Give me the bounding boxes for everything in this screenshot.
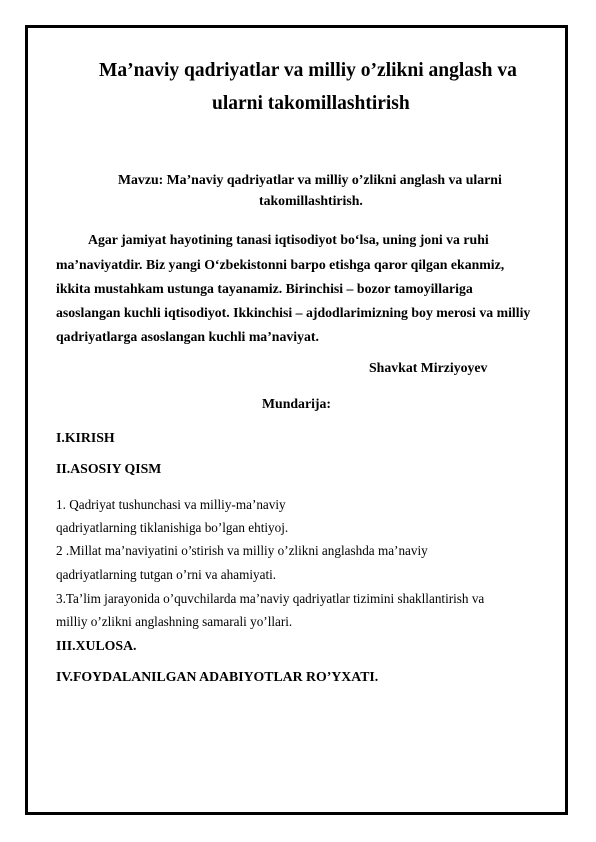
contents-references: IV.FOYDALANILGAN ADABIYOTLAR RO’YXATI. [56,669,379,684]
contents-conclusion: III.XULOSA. [56,638,137,653]
contents-item: 1. Qadriyat tushunchasi va milliy-ma’naviy [56,497,286,512]
contents-item: qadriyatlarning tiklanishiga bo’lgan ehtiyoj. [56,520,289,535]
document-title-line-1: Ma’naviy qadriyatlar va milliy o’zlikni anglash va [99,60,517,81]
document-title-line-2: ularni takomillashtirish [212,93,410,114]
page-border [25,25,568,815]
epigraph-line: Agar jamiyat hayotining tanasi iqtisodiyot bo‘lsa, uning joni va ruhi [88,232,489,247]
epigraph-author: Shavkat Mirziyoyev [369,360,488,375]
topic-line-1: Mavzu: Ma’naviy qadriyatlar va milliy o’zlikni anglash va ularni [118,172,502,187]
epigraph-line: qadriyatlarga asoslangan kuchli ma’naviyat. [56,329,319,344]
epigraph-line: ma’naviyatdir. Biz yangi O‘zbekistonni barpo etishga qaror qilgan ekanmiz, [56,257,505,272]
epigraph-line: ikkita mustahkam ustunga tayanamiz. Birinchisi – bozor tamoyillariga [56,281,473,296]
contents-intro: I.KIRISH [56,430,115,445]
contents-item: milliy o’zlikni anglashning samarali yo’llari. [56,614,293,629]
contents-heading: Mundarija: [262,396,331,411]
contents-item: 2 .Millat ma’naviyatini o’stirish va milliy o’zlikni anglashda ma’naviy [56,543,428,558]
topic-line-2: takomillashtirish. [259,193,363,208]
contents-item: qadriyatlarning tutgan o’rni va ahamiyati. [56,567,277,582]
contents-main-part: II.ASOSIY QISM [56,461,162,476]
contents-item: 3.Ta’lim jarayonida o’quvchilarda ma’naviy qadriyatlar tizimini shakllantirish va [56,591,485,606]
epigraph-line: asoslangan kuchli iqtisodiyot. Ikkinchisi – ajdodlarimizning boy merosi va milliy [56,305,531,320]
